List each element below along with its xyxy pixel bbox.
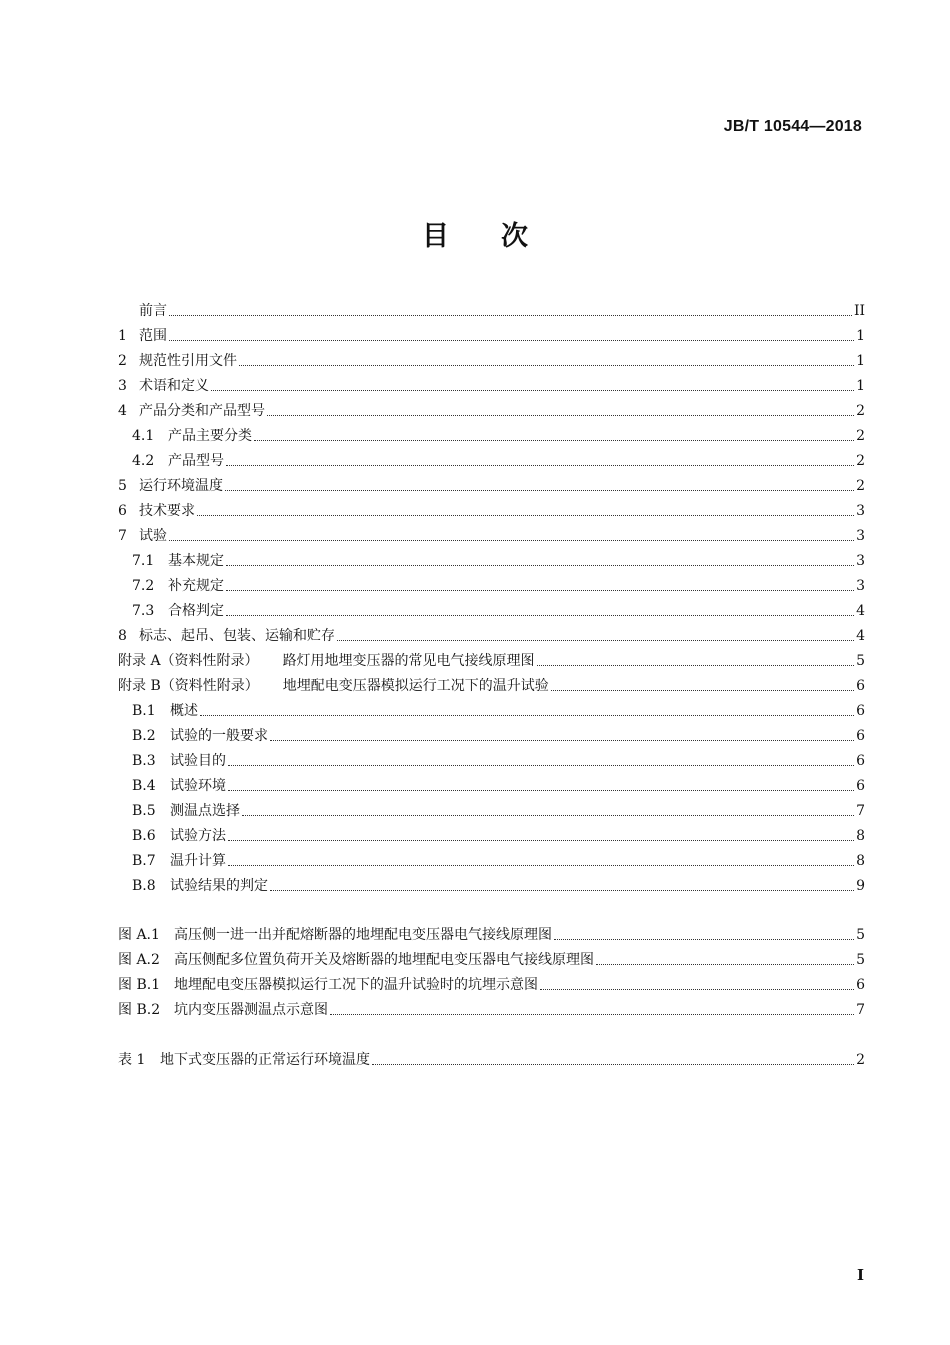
toc-entry-number: 附录 B（资料性附录） [118,678,259,694]
toc-entry-number: 1 [118,328,127,344]
toc-entry-label: 地埋配电变压器模拟运行工况下的温升试验 [282,678,549,694]
dot-leader [169,539,854,541]
dot-leader [228,864,854,866]
toc-entry[interactable] [118,521,865,546]
toc-entry-number: 7.3 [132,603,155,619]
toc-entry[interactable] [118,970,865,995]
toc-entry-number: 4.2 [132,453,155,469]
toc-entry-number: 6 [118,503,127,519]
toc-entry-page: 3 [856,503,865,519]
toc-entry[interactable] [118,421,865,446]
page-title: 目次 [422,221,580,252]
toc-entry-number: 4 [118,403,127,419]
toc-entry[interactable] [118,746,865,771]
toc-entry[interactable] [118,296,865,321]
toc-entry-number: 图 B.2 [118,1002,161,1018]
toc-entry-number: B.7 [132,853,156,869]
toc-entry-number: 附录 A（资料性附录） [118,653,259,669]
toc-entry-label: 运行环境温度 [139,478,223,494]
toc-entry-number: B.4 [132,778,156,794]
toc-entry-label: 前言 [139,303,167,319]
toc-entry-number: 图 A.1 [118,927,160,943]
toc-entry[interactable] [118,920,865,945]
dot-leader [226,564,854,566]
toc-entry-label: 试验的一般要求 [170,728,268,744]
toc-entry-page: 9 [856,878,865,894]
toc-entry-label: 产品主要分类 [168,428,252,444]
toc-entry-number: 7 [118,528,127,544]
toc-entry[interactable] [118,1045,865,1070]
toc-entry-page: 1 [856,353,865,369]
toc-entry-number: 2 [118,353,127,369]
toc-entry-label: 合格判定 [168,603,224,619]
toc-entry[interactable] [118,646,865,671]
toc-entry-page: 2 [856,453,865,469]
toc-entry-number: 8 [118,628,127,644]
dot-leader [270,889,854,891]
toc-entry[interactable] [118,671,865,696]
toc-entry[interactable] [118,546,865,571]
toc-entry-page: 7 [856,803,865,819]
toc-entry-page: II [853,303,865,319]
toc-entry[interactable] [118,621,865,646]
toc-entry-page: 6 [856,703,865,719]
toc-entry-page: 3 [856,553,865,569]
dot-leader [169,314,852,316]
toc-entry-page: 8 [856,853,865,869]
toc-entry-number: B.3 [132,753,156,769]
dot-leader [267,414,854,416]
dot-leader [372,1063,854,1065]
dot-leader [242,814,854,816]
toc-entry[interactable] [118,796,865,821]
toc-entry-page: 1 [856,378,865,394]
toc-entry-number: B.6 [132,828,156,844]
toc-entry-label: 试验环境 [170,778,226,794]
toc-entry-label: 范围 [139,328,167,344]
toc-entry[interactable] [118,846,865,871]
toc-entry-number: 表 1 [118,1052,146,1068]
toc-entry-label: 测温点选择 [170,803,240,819]
toc-entry-page: 6 [856,977,865,993]
toc-entry-label: 地埋配电变压器模拟运行工况下的温升试验时的坑埋示意图 [174,977,538,993]
page-number: I [856,1266,864,1284]
toc-entry-label: 试验 [139,528,167,544]
toc-entry[interactable] [118,371,865,396]
toc-entry-number: 5 [118,478,127,494]
toc-entry-page: 4 [856,603,865,619]
toc-entry-page: 7 [856,1002,865,1018]
toc-entry-label: 产品型号 [168,453,224,469]
toc-entry[interactable] [118,945,865,970]
dot-leader [169,339,854,341]
toc-entry-label: 基本规定 [168,553,224,569]
dot-leader [226,464,854,466]
toc-entry-number: 7.1 [132,553,155,569]
dot-leader [270,739,854,741]
toc-entry-label: 试验方法 [170,828,226,844]
toc-entry-label: 试验结果的判定 [170,878,268,894]
dot-leader [551,689,854,691]
toc-entry-number: 3 [118,378,127,394]
toc-entry-label: 高压侧一进一出并配熔断器的地埋配电变压器电气接线原理图 [174,927,552,943]
toc-entry-number: 4.1 [132,428,155,444]
toc-entry-page: 3 [856,528,865,544]
toc-entry-page: 4 [856,628,865,644]
toc-entry[interactable] [118,571,865,596]
toc-entry[interactable] [118,396,865,421]
toc-entry-page: 6 [856,678,865,694]
toc-entry-page: 5 [856,653,865,669]
dot-leader [228,839,854,841]
toc-entry[interactable] [118,596,865,621]
toc-entry[interactable] [118,321,865,346]
toc-entry-label: 产品分类和产品型号 [139,403,265,419]
dot-leader [197,514,854,516]
toc-entry[interactable] [118,771,865,796]
toc-entry-page: 5 [856,927,865,943]
toc-entry-number: 图 A.2 [118,952,160,968]
toc-entry-label: 规范性引用文件 [139,353,237,369]
toc-entry[interactable] [118,871,865,896]
toc-entry-page: 6 [856,778,865,794]
toc-entry[interactable] [118,721,865,746]
standard-code: JB/T 10544—2018 [723,118,862,135]
toc-entry-number: B.2 [132,728,156,744]
toc-entry-page: 2 [856,403,865,419]
toc-entry-label: 补充规定 [168,578,224,594]
toc-entry-label: 路灯用地埋变压器的常见电气接线原理图 [282,653,535,669]
dot-leader [254,439,854,441]
dot-leader [596,963,854,965]
toc-entry-label: 高压侧配多位置负荷开关及熔断器的地埋配电变压器电气接线原理图 [174,952,594,968]
toc-entry[interactable] [118,346,865,371]
dot-leader [211,389,854,391]
toc-entry-number: B.8 [132,878,156,894]
toc-entry[interactable] [118,995,865,1020]
dot-leader [226,589,854,591]
toc-entry-label: 地下式变压器的正常运行环境温度 [160,1052,370,1068]
toc-entry-label: 坑内变压器测温点示意图 [174,1002,328,1018]
toc-entry-label: 试验目的 [170,753,226,769]
dot-leader [554,938,854,940]
toc-entry-number: 图 B.1 [118,977,161,993]
dot-leader [228,764,854,766]
toc-entry-page: 8 [856,828,865,844]
toc-entry-page: 2 [856,1052,865,1068]
dot-leader [200,714,854,716]
toc-entry-label: 标志、起吊、包装、运输和贮存 [139,628,335,644]
toc-entry[interactable] [118,496,865,521]
toc-entry[interactable] [118,446,865,471]
toc-entry-label: 温升计算 [170,853,226,869]
dot-leader [330,1013,854,1015]
toc-entry[interactable] [118,696,865,721]
toc-entry-page: 6 [856,753,865,769]
toc-entry-number: B.1 [132,703,156,719]
toc-entry-page: 2 [856,428,865,444]
toc-entry-label: 技术要求 [139,503,195,519]
toc-entry-number: 7.2 [132,578,155,594]
toc-entry-page: 3 [856,578,865,594]
toc-entry-page: 6 [856,728,865,744]
dot-leader [226,614,854,616]
dot-leader [225,489,854,491]
toc-entry-number: B.5 [132,803,156,819]
toc-entry[interactable] [118,471,865,496]
dot-leader [228,789,854,791]
toc-entry-page: 2 [856,478,865,494]
dot-leader [540,988,854,990]
dot-leader [337,639,854,641]
dot-leader [239,364,854,366]
dot-leader [537,664,855,666]
toc-entry-label: 概述 [170,703,198,719]
toc-entry-page: 5 [856,952,865,968]
toc-entry-label: 术语和定义 [139,378,209,394]
toc-entry[interactable] [118,821,865,846]
toc-entry-page: 1 [856,328,865,344]
